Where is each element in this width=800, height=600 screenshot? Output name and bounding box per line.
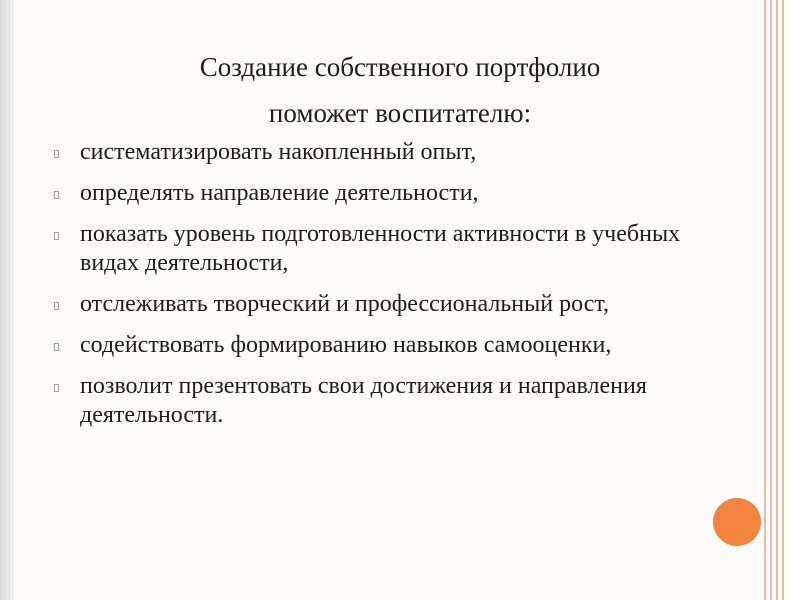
bullet-item <box>52 290 742 319</box>
decor-stripe <box>776 0 778 600</box>
slide-title-line-2: поможет воспитателю: <box>268 98 532 128</box>
bullet-text: систематизировать накопленный опыт, <box>80 139 477 165</box>
square-bullet-icon <box>54 150 59 158</box>
bullet-text: показать уровень подготовленности активности в учебных видах деятельности, <box>80 221 681 276</box>
square-bullet-icon <box>54 302 59 310</box>
bullet-text: содействовать формированию навыков самооценки, <box>80 332 612 358</box>
orange-circle-icon <box>713 498 761 546</box>
bullet-text: отслеживать творческий и профессиональный рост, <box>80 291 610 317</box>
slide-title-line-1: Создание собственного портфолио <box>199 52 601 82</box>
bullet-item <box>52 372 742 430</box>
bullet-item <box>52 331 742 360</box>
square-bullet-icon <box>54 384 59 392</box>
slide-title <box>70 44 730 136</box>
bullet-text: позволит презентовать свои достижения и направления деятельности. <box>80 373 647 428</box>
bullet-text: определять направление деятельности, <box>80 180 479 206</box>
square-bullet-icon <box>54 191 59 199</box>
bullet-item <box>52 220 742 278</box>
square-bullet-icon <box>54 232 59 240</box>
decor-stripe <box>782 0 784 600</box>
bullet-item <box>52 138 742 167</box>
decor-stripe <box>770 0 772 600</box>
bullet-list <box>52 138 742 442</box>
decor-stripe <box>764 0 766 600</box>
bullet-item <box>52 179 742 208</box>
square-bullet-icon <box>54 343 59 351</box>
